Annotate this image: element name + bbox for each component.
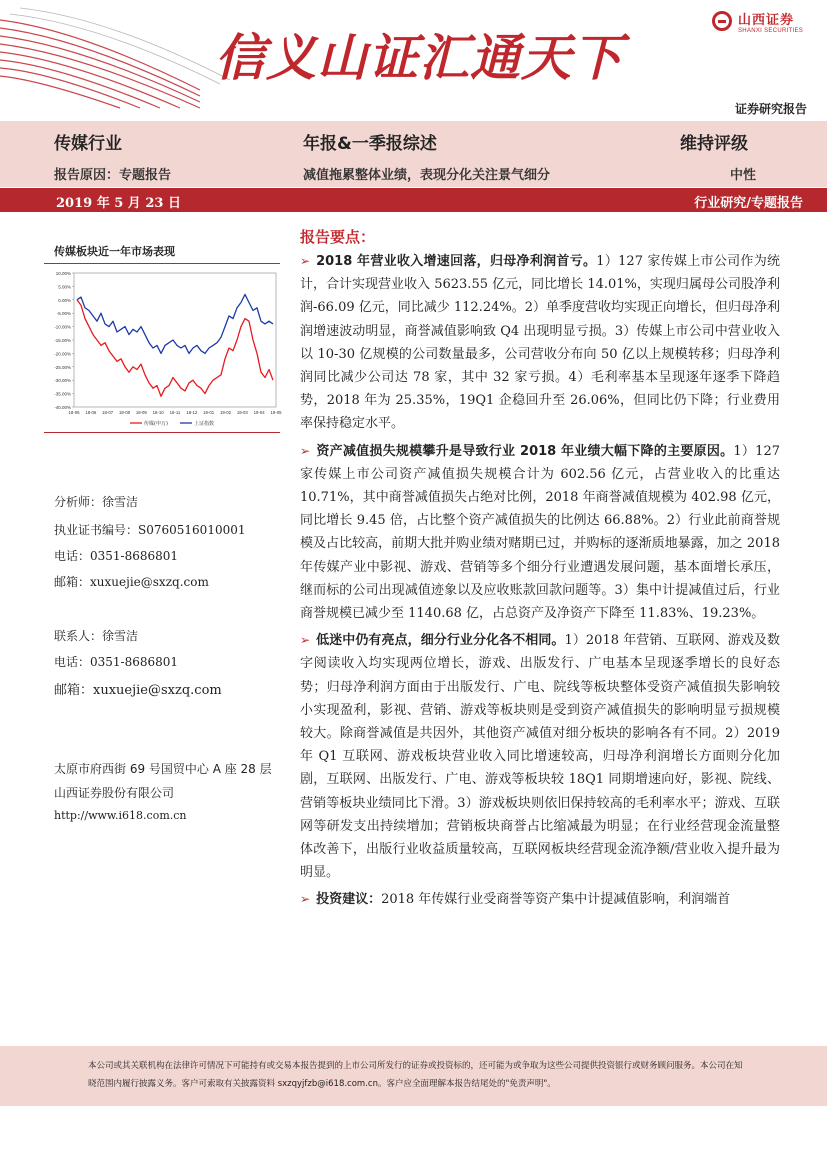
x-tick-label: 18-07	[102, 410, 114, 415]
report-kind: 证券研究报告	[734, 102, 807, 116]
x-tick-label: 19-01	[203, 410, 215, 415]
y-tick-label: -25.00%	[54, 364, 71, 370]
industry-name: 传媒行业	[54, 134, 122, 154]
email-address[interactable]: xuxuejie@sxzq.com	[90, 575, 209, 589]
paragraph-lead: 投资建议：	[316, 892, 382, 908]
y-tick-label: -40.00%	[54, 405, 71, 410]
email-label: 邮箱：	[54, 575, 91, 589]
x-tick-label: 18-12	[186, 410, 198, 415]
report-category: 行业研究/专题报告	[694, 196, 803, 211]
date-bar	[0, 188, 827, 212]
y-tick-label: 10.00%	[55, 271, 71, 276]
contact-name: 徐雪洁	[102, 629, 139, 643]
y-tick-label: 5.00%	[58, 284, 71, 290]
report-title: 年报&一季报综述	[303, 134, 437, 154]
company-logo	[712, 9, 803, 34]
arrow-bullet-icon: ➢	[300, 892, 311, 907]
x-tick-label: 18-09	[135, 410, 147, 415]
paragraph-revenue	[300, 250, 780, 436]
report-reason: 报告原因：专题报告	[54, 168, 172, 183]
series-line-media	[77, 300, 273, 397]
chart-rule-bottom	[44, 432, 280, 433]
market-performance-chart	[44, 265, 280, 430]
arrow-bullet-icon: ➢	[300, 254, 311, 268]
y-tick-label: -5.00%	[56, 311, 71, 317]
phone-number: 0351-8686801	[90, 549, 179, 563]
chart-rule-top	[44, 263, 280, 264]
rating-label: 维持评级	[680, 134, 748, 154]
title-band	[0, 121, 827, 187]
paragraph-segments	[300, 629, 780, 884]
page-header	[0, 0, 827, 120]
paragraph-text: 1）127 家传媒上市公司资产减值损失规模合计为 602.56 亿元，占营业收入的比重达 10.71%，其中商誉减值损失占绝对比例，2018 年商誉减值规模为 402.98 亿元，同比增长 9.45 倍，占比整个资产减值损失的比例达 66.88%。2）行业此前商誉规模及占比较高，前期大批并购业绩对赌期已过，并购标的逐渐质地暴露，加之 2018 年传媒产业中影视、游戏、营销等多个细分行业遭遇发展问题，基本面增长承压，继而标的公司出现减值迹象以及应收账款回款问题等。3）集中计提减值过后，行业商誉规模已减少至 1140.68 亿，占总资产及净资产下降至 11.83%、19.23%。	[300, 443, 780, 622]
cert-number: S0760516010001	[138, 523, 246, 537]
paragraph-text: 1）2018 年营销、互联网、游戏及数字阅读收入均实现两位增长，游戏、出版发行、广电基本呈现逐季增长的良好态势；归母净利润方面由于出版发行、广电、院线等板块整体受资产减值损失影响较小实现盈利，影视、营销、游戏等板块则是受到资产减值损失的影响明显亏损规模较大。除商誉减值是共因外，其他资产减值对细分板块的影响各有不同。2）2019 年 Q1 互联网、游戏板块营业收入同比增速较高，归母净利润增长方面则分化加剧，互联网、出版发行、广电、游戏等板块较 18Q1 同期增速向好，影视、院线、营销等板块业绩同比下滑。3）游戏板块则依旧保持较高的毛利率水平；游戏、互联网等研发支出持续增加；营销板块商誉占比缩减最为明显；在行业经营现金流量整体改善下，出版行业收益质量较高，互联网板块经营现金流净额/营业收入提升最为明显。	[300, 633, 780, 881]
address-line1: 太原市府西街 69 号国贸中心 A 座 28 层	[54, 762, 272, 776]
legend-label: 上证指数	[194, 421, 215, 427]
paragraph-text: 2018 年传媒行业受商誉等资产集中计提减值影响，利润端首	[381, 892, 731, 908]
y-tick-label: -15.00%	[54, 338, 71, 343]
y-tick-label: -30.00%	[54, 378, 71, 384]
x-tick-label: 19-02	[220, 410, 231, 415]
rating-value: 中性	[730, 168, 757, 183]
logo-cn: 山西证券	[738, 13, 795, 28]
paragraph-lead: 2018 年营业收入增速回落，归母净利润首亏。	[316, 254, 597, 269]
paragraph-lead: 低迷中仍有亮点，细分行业分化各不相同。	[316, 633, 565, 649]
x-tick-label: 19-04	[253, 410, 265, 415]
analyst-label: 分析师：	[54, 495, 103, 509]
paragraph-investment	[300, 888, 780, 911]
phone2-label: 电话：	[54, 655, 91, 669]
phone2-number: 0351-8686801	[90, 655, 179, 669]
chart-title: 传媒板块近一年市场表现	[54, 245, 175, 258]
x-tick-label: 19-05	[270, 410, 282, 415]
x-tick-label: 18-05	[68, 410, 80, 415]
arrow-bullet-icon: ➢	[300, 443, 311, 458]
address-line2: 山西证券股份有限公司	[54, 786, 175, 800]
paragraph-impairment	[300, 440, 780, 626]
report-date: 2019 年 5 月 23 日	[56, 196, 181, 211]
disclaimer: 本公司或其关联机构在法律许可情况下可能持有或交易本报告提到的上市公司所发行的证券或投资标的，还可能为或争取为这些公司提供投资银行或财务顾问服务。本公司在知晓范围内履行披露义务。客户可索取有关披露资料 sxzqyjfzb@i618.com.cn。客户应全面理解本报告结尾处的"免责声明"。	[88, 1061, 743, 1089]
email2-label: 邮箱：	[54, 683, 94, 698]
y-tick-label: -20.00%	[54, 351, 71, 357]
logo-icon	[712, 11, 732, 31]
logo-en: SHANXI SECURITIES	[738, 28, 804, 34]
report-subtitle: 减值拖累整体业绩，表现分化关注景气细分	[303, 168, 551, 183]
company-website[interactable]: http://www.i618.com.cn	[54, 809, 187, 822]
email2-address[interactable]: xuxuejie@sxzq.com	[93, 683, 222, 698]
y-tick-label: 0.00%	[58, 297, 71, 303]
x-tick-label: 18-08	[119, 410, 130, 415]
chart-plot-frame	[74, 273, 276, 407]
report-body	[300, 250, 780, 912]
legend-label: 传媒(申万)	[144, 421, 168, 427]
x-tick-label: 19-03	[236, 410, 248, 415]
paragraph-lead: 资产减值损失规模攀升是导致行业 2018 年业绩大幅下降的主要原因。	[316, 443, 734, 459]
phone-label: 电话：	[54, 549, 91, 563]
contact-label: 联系人：	[54, 629, 103, 643]
key-points-heading: 报告要点：	[300, 228, 376, 246]
arrow-bullet-icon: ➢	[300, 633, 311, 648]
slogan: 信义山证汇通天下	[215, 28, 623, 87]
company-address	[54, 757, 272, 805]
x-tick-label: 18-06	[85, 410, 97, 415]
x-tick-label: 18-10	[152, 410, 164, 415]
x-tick-label: 18-11	[169, 410, 181, 415]
cert-label: 执业证书编号：	[54, 523, 139, 537]
y-tick-label: -10.00%	[54, 324, 71, 330]
paragraph-text: 1）127 家传媒上市公司作为统计，合计实现营业收入 5623.55 亿元，同比增长 14.01%，实现归属母公司股净利润-66.09 亿元，同比减少 112.24%。2）单季度营收均实现正向增长，但归母净利润增速波动明显，商誉减值影响致 Q4 出现明显亏损。3）传媒上市公司中营业收入以 10-30 亿规模的公司数量最多，公司营收分布向 50 亿以上规模转移；归母净利润同比减少公司达 78 家，其中 32 家亏损。4）毛利率基本呈现逐年逐季下降趋势，2018 年为 25.35%，19Q1 企稳回升至 26.06%，但同比仍下降；行业费用率保持稳定水平。	[300, 254, 780, 432]
analyst-name: 徐雪洁	[102, 495, 139, 509]
y-tick-label: -35.00%	[54, 391, 71, 397]
